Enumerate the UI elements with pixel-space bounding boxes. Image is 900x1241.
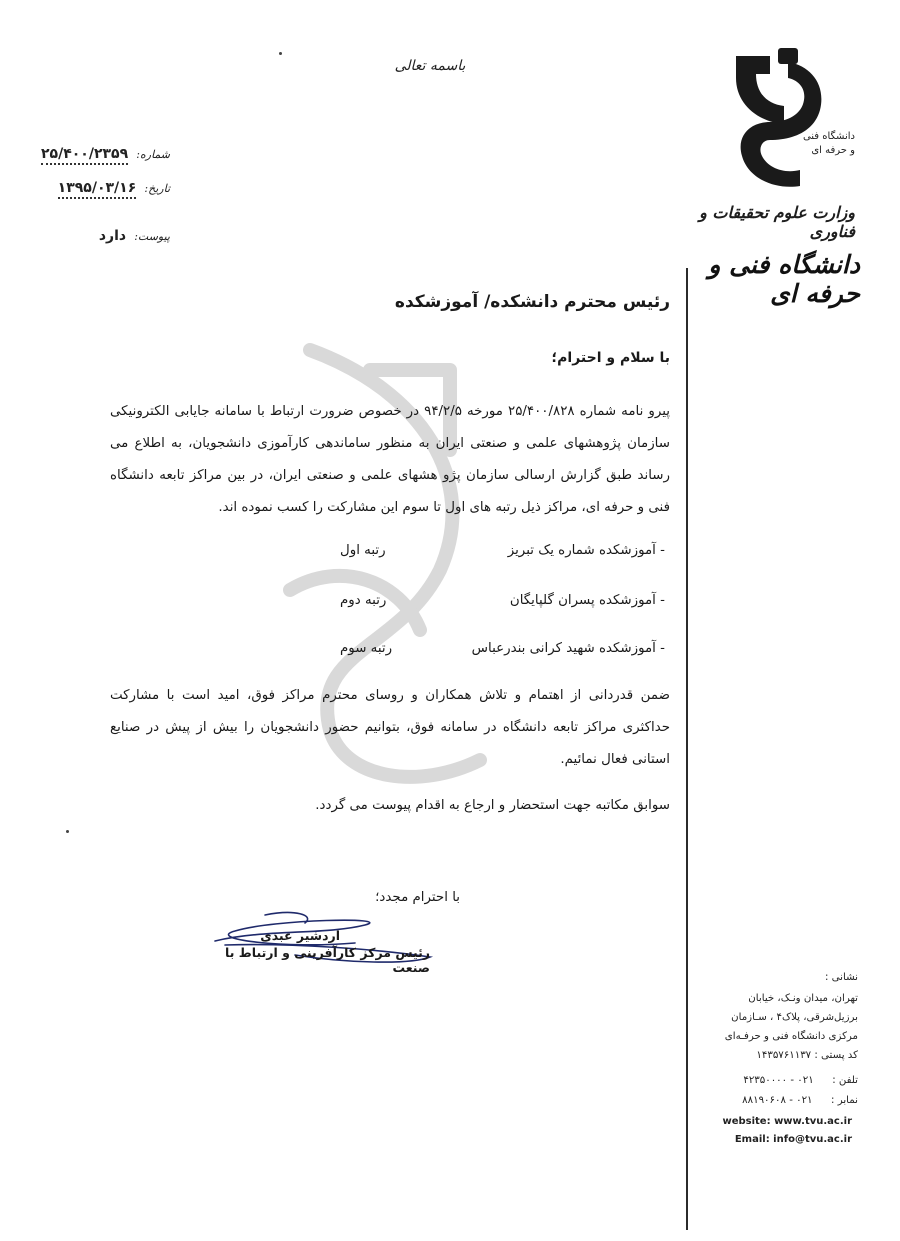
attachment-value: دارد [98,228,127,244]
attachment-field [50,228,170,245]
address-label: نشانی : [824,972,858,983]
website-link[interactable]: website: www.tvu.ac.ir [722,1116,852,1127]
ranking-position: رتبه سوم [340,641,393,656]
fax-label: نمابر : [831,1095,858,1106]
ranking-position: رتبه اول [340,543,386,558]
email-link[interactable]: Email: info@tvu.ac.ir [734,1134,852,1145]
fax-row [718,1095,858,1106]
signer-name: اردشیر عبدی [260,928,340,943]
letter-paragraph-1: پیرو نامه شماره ۲۵/۴۰۰/۸۲۸ مورخه ۹۴/۲/۵ در خصوص ضرورت ارتباط با سامانه جایابی الکترونیکی سازمان پژوهشهای علمی و صنعتی ایران به منظور ساماندهی کارآموزی دانشجویان، به اطلاع می رساند طبق گزارش ارسالی سازمان پژو هشهای علمی و صنعتی ایران، در بین مراکز تابعه دانشگاه فنی و حرفه ای، مراکز ذیل رتبه های اول تا سوم این مشارکت را کسب نموده اند. [110,404,670,515]
ranking-position: رتبه دوم [340,593,387,608]
date-label: تاریخ: [144,182,170,195]
university-logo-icon [722,48,832,188]
letter-paragraph-3: سوابق مکاتبه جهت استحضار و ارجاع به اقدام پیوست می گردد. [315,798,670,813]
ranking-item [340,641,665,665]
postal-code-row [718,1050,858,1061]
ranking-center-name: - آموزشکده شهید کرانی بندرعباس [471,641,665,656]
letter-closing: با احترام مجدد؛ [375,890,460,905]
ministry-name: وزارت علوم تحقیقات و فناوری [699,203,855,241]
letter-recipient-title: رئیس محترم دانشکده/ آموزشکده [394,292,670,312]
letter-paragraph-2: ضمن قدردانی از اهتمام و تلاش همکاران و روسای محترم مراکز فوق، امید است با مشارکت حداکثری مراکز تابعه دانشگاه در سامانه فوق، بتوانیم حضور دانشجویان را بیش از پیش در صنایع استانی فعال نمائیم. [110,688,670,767]
logo-caption: دانشگاه فنی و حرفه ای [802,131,855,156]
fax-value: ۰۲۱ - ۸۸۱۹۰۶۰۸ [742,1095,813,1106]
address-line: برزیل‌شرقی، پلاک۴ ، سـازمان [731,1012,858,1023]
postal-code-label: کد پستی : [814,1050,858,1061]
number-value: ۲۵/۴۰۰/۲۳۵۹ [41,146,128,165]
letter-date-field [40,180,170,199]
address-line: تهران، میدان ونـک، خیابان [748,993,858,1004]
phone-row [718,1075,858,1086]
ranking-center-name: - آموزشکده شماره یک تبریز [507,543,665,558]
address-line: مرکزی دانشگاه فنی و حرفـه‌ای [724,1031,858,1042]
phone-label: تلفن : [832,1075,858,1086]
letter-greeting: با سلام و احترام؛ [551,350,670,366]
attachment-label: پیوست: [134,230,170,243]
ranking-item [340,593,665,617]
ranking-item [340,543,665,567]
letter-number-field [30,146,170,165]
university-name: دانشگاه فنی و حرفه ای [708,250,860,308]
scan-speck [279,52,282,55]
signer-title: رئیس مرکز کارآفرینی و ارتباط با صنعت [225,945,430,975]
basmala-heading: باسمه تعالی [394,58,466,74]
postal-code-value: ۱۴۳۵۷۶۱۱۳۷ [756,1050,812,1061]
header-divider-line [686,268,688,1230]
date-value: ۱۳۹۵/۰۳/۱۶ [58,180,137,199]
scan-speck [66,830,69,833]
number-label: شماره: [136,148,170,161]
phone-value: ۰۲۱ - ۴۲۳۵۰۰۰۰ [743,1075,814,1086]
ranking-center-name: - آموزشکده پسران گلپایگان [509,593,665,608]
